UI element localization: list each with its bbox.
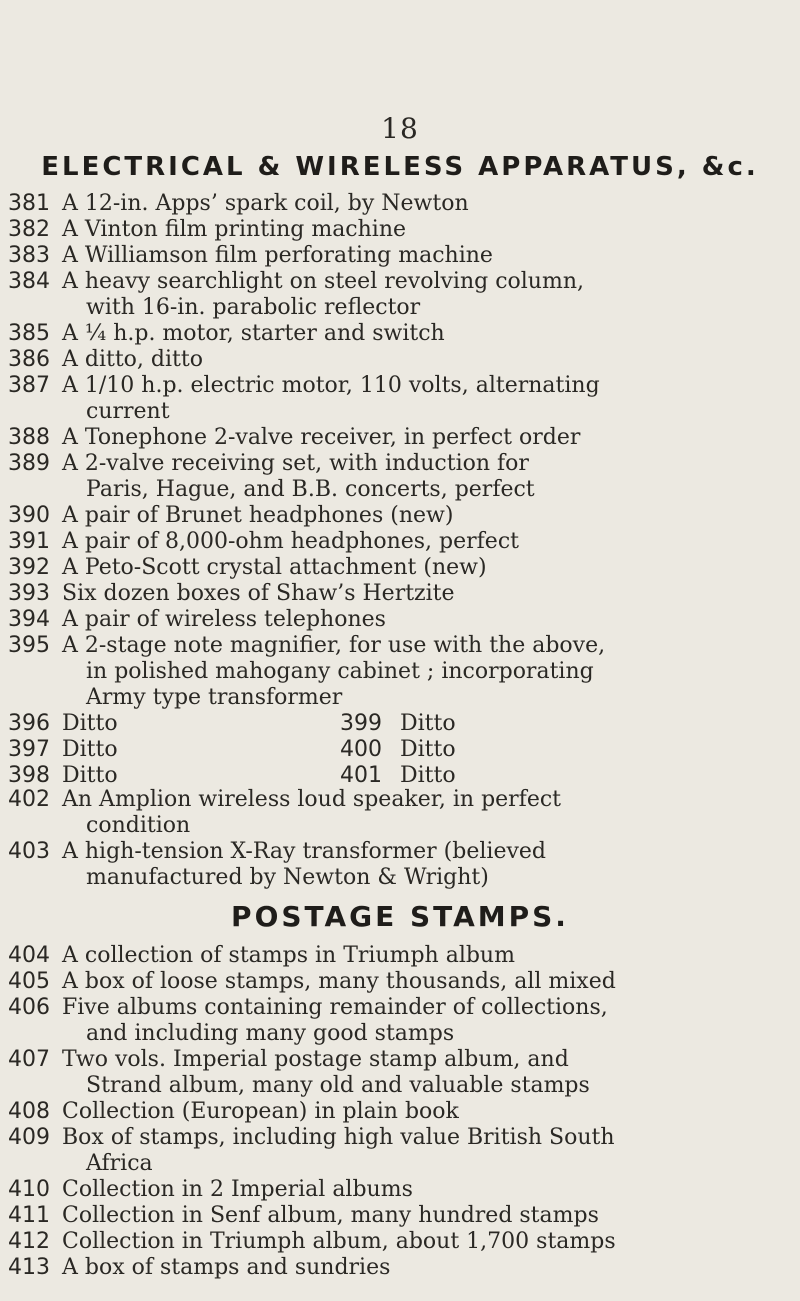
lot-number: 395 bbox=[8, 633, 50, 658]
lot-number: 382 bbox=[8, 217, 50, 242]
lot-description: A 2-stage note magnifier, for use with the above, bbox=[62, 633, 606, 658]
lot-number: 408 bbox=[8, 1099, 50, 1124]
lot-number-secondary: 401 bbox=[340, 763, 382, 788]
lot-description: A high-tension X-Ray transformer (believed bbox=[62, 839, 546, 864]
lot-description: A ¼ h.p. motor, starter and switch bbox=[62, 321, 445, 346]
lot-number: 397 bbox=[8, 737, 50, 762]
lot-number: 386 bbox=[8, 347, 50, 372]
section-heading-electrical: ELECTRICAL & WIRELESS APPARATUS, &c. bbox=[41, 152, 759, 182]
lot-description-secondary: Ditto bbox=[400, 763, 456, 788]
lot-description: Collection in Senf album, many hundred stamps bbox=[62, 1203, 599, 1228]
lot-description: Five albums containing remainder of collections, bbox=[62, 995, 608, 1020]
lot-description: Ditto bbox=[62, 737, 118, 762]
lot-description-secondary: Ditto bbox=[400, 737, 456, 762]
lot-description: Six dozen boxes of Shaw’s Hertzite bbox=[62, 581, 455, 606]
lot-description-continued: Paris, Hague, and B.B. concerts, perfect bbox=[86, 477, 535, 502]
lot-description: Box of stamps, including high value British South bbox=[62, 1125, 615, 1150]
lot-description: A Peto-Scott crystal attachment (new) bbox=[62, 555, 487, 580]
lot-number: 390 bbox=[8, 503, 50, 528]
lot-description: A pair of wireless telephones bbox=[62, 607, 386, 632]
lot-number: 393 bbox=[8, 581, 50, 606]
lot-description: A box of loose stamps, many thousands, all mixed bbox=[62, 969, 616, 994]
lot-description-secondary: Ditto bbox=[400, 711, 456, 736]
lot-number: 396 bbox=[8, 711, 50, 736]
lot-description: A 2-valve receiving set, with induction for bbox=[62, 451, 529, 476]
page-number: 18 bbox=[381, 112, 419, 145]
lot-description: A 12-in. Apps’ spark coil, by Newton bbox=[62, 191, 469, 216]
lot-number: 410 bbox=[8, 1177, 50, 1202]
lot-description: Ditto bbox=[62, 763, 118, 788]
lot-description: A Tonephone 2-valve receiver, in perfect order bbox=[62, 425, 581, 450]
lot-description-continued: Africa bbox=[86, 1151, 153, 1176]
lot-number: 398 bbox=[8, 763, 50, 788]
lot-description-continued: and including many good stamps bbox=[86, 1021, 455, 1046]
lot-number: 411 bbox=[8, 1203, 50, 1228]
lot-description: A Vinton film printing machine bbox=[62, 217, 407, 242]
lot-number: 402 bbox=[8, 787, 50, 812]
lot-number: 392 bbox=[8, 555, 50, 580]
lot-number: 405 bbox=[8, 969, 50, 994]
lot-number-secondary: 400 bbox=[340, 737, 382, 762]
lot-description: A pair of 8,000-ohm headphones, perfect bbox=[62, 529, 519, 554]
lot-description: A collection of stamps in Triumph album bbox=[62, 943, 515, 968]
lot-number: 388 bbox=[8, 425, 50, 450]
lot-number: 384 bbox=[8, 269, 50, 294]
lot-number: 404 bbox=[8, 943, 50, 968]
lot-number: 385 bbox=[8, 321, 50, 346]
lot-description-continued: in polished mahogany cabinet ; incorporating bbox=[86, 659, 594, 684]
lot-description-continued: with 16-in. parabolic reflector bbox=[86, 295, 421, 320]
lot-description: Collection in Triumph album, about 1,700 stamps bbox=[62, 1229, 616, 1254]
lot-number: 409 bbox=[8, 1125, 50, 1150]
lot-number: 413 bbox=[8, 1255, 50, 1280]
lot-description: Collection (European) in plain book bbox=[62, 1099, 459, 1124]
lot-number: 403 bbox=[8, 839, 50, 864]
lot-number: 394 bbox=[8, 607, 50, 632]
lot-description: A Williamson film perforating machine bbox=[62, 243, 493, 268]
section-heading-stamps: POSTAGE STAMPS. bbox=[231, 900, 569, 933]
lot-description: Ditto bbox=[62, 711, 118, 736]
lot-number: 381 bbox=[8, 191, 50, 216]
lot-description-continued: Strand album, many old and valuable stamps bbox=[86, 1073, 590, 1098]
lot-description: A heavy searchlight on steel revolving column, bbox=[62, 269, 584, 294]
lot-description: Two vols. Imperial postage stamp album, and bbox=[62, 1047, 569, 1072]
lot-description-continued: Army type transformer bbox=[86, 685, 343, 710]
lot-description: Collection in 2 Imperial albums bbox=[62, 1177, 413, 1202]
lot-description: An Amplion wireless loud speaker, in perfect bbox=[62, 787, 562, 812]
lot-number: 412 bbox=[8, 1229, 50, 1254]
lot-number: 383 bbox=[8, 243, 50, 268]
lot-number: 389 bbox=[8, 451, 50, 476]
lot-description: A pair of Brunet headphones (new) bbox=[62, 503, 454, 528]
lot-number-secondary: 399 bbox=[340, 711, 382, 736]
lot-number: 391 bbox=[8, 529, 50, 554]
lot-description-continued: current bbox=[86, 399, 170, 424]
lot-number: 406 bbox=[8, 995, 50, 1020]
lot-number: 407 bbox=[8, 1047, 50, 1072]
lot-description-continued: manufactured by Newton & Wright) bbox=[86, 865, 489, 890]
lot-description: A 1/10 h.p. electric motor, 110 volts, alternating bbox=[62, 373, 600, 398]
lot-number: 387 bbox=[8, 373, 50, 398]
lot-description-continued: condition bbox=[86, 813, 191, 838]
lot-description: A box of stamps and sundries bbox=[62, 1255, 391, 1280]
lot-description: A ditto, ditto bbox=[62, 347, 203, 372]
